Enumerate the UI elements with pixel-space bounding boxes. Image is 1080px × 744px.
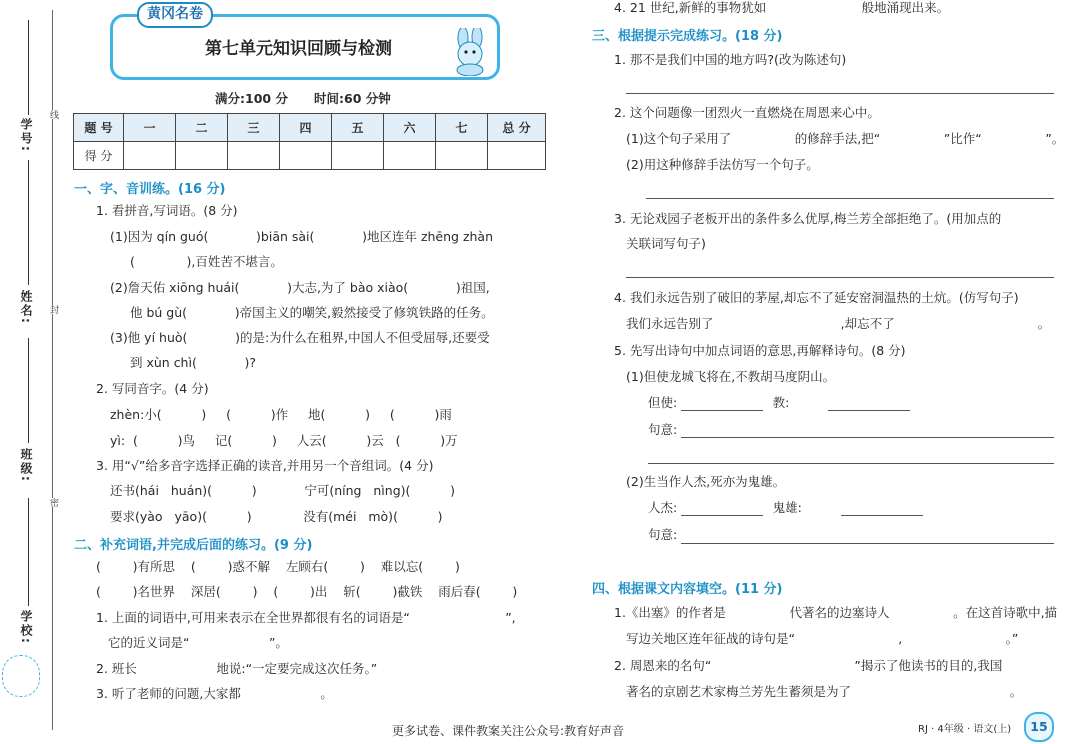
question-text: 1. 上面的词语中,可用来表示在全世界都很有名的词语是“ ”,	[96, 610, 516, 625]
answer-line	[681, 410, 763, 411]
name-blank	[28, 160, 29, 285]
question-text: 还书(hái huán)( ) 宁可(níng nìng)( )	[110, 483, 455, 498]
question-text: ( ),百姓苦不堪言。	[130, 254, 283, 269]
class-blank	[28, 338, 29, 443]
score-header-cell: 二	[176, 114, 228, 142]
section-3-title: 三、根据提示完成练习。(18 分)	[592, 29, 783, 44]
answer-line	[828, 410, 910, 411]
answer-line	[626, 93, 1054, 94]
question-text: 他 bú gù( )帝国主义的嘲笑,毅然接受了修筑铁路的任务。	[130, 305, 494, 320]
poem-line: (2)生当作人杰,死亦为鬼雄。	[626, 474, 786, 489]
page-number: 15	[1030, 719, 1048, 734]
score-header-cell: 三	[228, 114, 280, 142]
name-label: 姓名:	[19, 290, 33, 325]
answer-line	[648, 463, 1054, 464]
score-input-cell[interactable]	[124, 142, 176, 170]
question-text: yì: ( )鸟 记( ) 人云( )云 ( )万	[110, 433, 458, 448]
section-4-title: 四、根据课文内容填空。(11 分)	[592, 582, 783, 597]
score-input-cell[interactable]	[384, 142, 436, 170]
page-number-badge	[1024, 712, 1054, 742]
poem-line: (1)但使龙城飞将在,不教胡马度阴山。	[626, 369, 836, 384]
question-text: 2. 周恩来的名句“ ”揭示了他读书的目的,我国	[614, 658, 1003, 673]
answer-line	[681, 543, 1054, 544]
question-text: ( )有所思 ( )惑不解 左顾右( ) 难以忘( )	[96, 559, 460, 574]
answer-line	[681, 437, 1054, 438]
question-text: 3. 听了老师的问题,大家都 。	[96, 686, 333, 701]
student-number-blank	[28, 20, 29, 115]
score-header-cell: 总 分	[488, 114, 546, 142]
score-input-cell[interactable]	[176, 142, 228, 170]
question-text: 人杰: 鬼雄:	[648, 500, 802, 515]
school-label: 学校:	[19, 610, 33, 645]
class-label: 班级:	[19, 448, 33, 483]
section-1-title: 一、字、音训练。(16 分)	[74, 182, 226, 197]
question-text: 4. 21 世纪,新鲜的事物犹如 般地涌现出来。	[614, 0, 950, 15]
edition-label: RJ · 4年级 · 语文(上)	[918, 724, 1012, 735]
score-header-cell: 一	[124, 114, 176, 142]
binding-mark-line: 线	[48, 110, 58, 119]
question-text: 著名的京剧艺术家梅兰芳先生蓄须是为了 。	[626, 684, 1023, 699]
score-table	[73, 113, 546, 170]
score-input-cell[interactable]	[280, 142, 332, 170]
question-text: 我们永远告别了 ,却忘不了 。	[626, 316, 1051, 331]
question-text: (2)用这种修辞手法仿写一个句子。	[626, 157, 819, 172]
question-text: 3. 无论戏园子老板开出的条件多么优厚,梅兰芳全部拒绝了。(用加点的	[614, 211, 1002, 226]
question-text: 它的近义词是“ ”。	[108, 635, 288, 650]
question-text: 2. 班长 地说:“一定要完成这次任务。”	[96, 661, 378, 676]
exam-meta: 满分:100 分 时间:60 分钟	[215, 91, 391, 106]
page-title: 第七单元知识回顾与检测	[205, 39, 392, 59]
binding-mark-secret: 密	[48, 498, 58, 507]
brand-logo: 黄冈名卷	[137, 2, 213, 28]
score-header-cell: 四	[280, 114, 332, 142]
question-text: 2. 这个问题像一团烈火一直燃烧在周恩来心中。	[614, 105, 880, 120]
question-text: 句意:	[648, 422, 678, 437]
binding-mark-seal: 封	[48, 305, 58, 314]
question-text: zhèn:小( ) ( )作 地( ) ( )雨	[110, 407, 452, 422]
student-number-label: 学号:	[19, 118, 33, 153]
question-text: 4. 我们永远告别了破旧的茅屋,却忘不了延安窑洞温热的土炕。(仿写句子)	[614, 290, 1019, 305]
score-input-cell[interactable]	[228, 142, 280, 170]
score-input-cell[interactable]	[436, 142, 488, 170]
footer-note: 更多试卷、课件教案关注公众号:教育好声音	[392, 724, 625, 738]
question-text: 2. 写同音字。(4 分)	[96, 381, 209, 396]
question-text: 5. 先写出诗句中加点词语的意思,再解释诗句。(8 分)	[614, 343, 906, 358]
score-header-cell: 五	[332, 114, 384, 142]
question-text: 1.《出塞》的作者是 代著名的边塞诗人 。在这首诗歌中,描	[614, 605, 1058, 620]
question-text: (2)詹天佑 xiōng huái( )大志,为了 bào xiào( )祖国,	[110, 280, 490, 295]
answer-line	[681, 515, 763, 516]
section-2-title: 二、补充词语,并完成后面的练习。(9 分)	[74, 538, 313, 553]
question-text: 3. 用“√”给多音字选择正确的读音,并用另一个音组词。(4 分)	[96, 458, 434, 473]
score-header-cell: 六	[384, 114, 436, 142]
question-text: (3)他 yí huò( )的是:为什么在租界,中国人不但受屈辱,还要受	[110, 330, 490, 345]
answer-line	[626, 277, 1054, 278]
score-input-cell[interactable]	[332, 142, 384, 170]
score-header-cell: 题 号	[74, 114, 124, 142]
question-text: 1. 那不是我们中国的地方吗?(改为陈述句)	[614, 52, 847, 67]
question-text: (1)因为 qín guó( )biān sài( )地区连年 zhēng zhàn	[110, 229, 494, 244]
answer-line	[841, 515, 923, 516]
question-text: ( )名世界 深居( ) ( )出 斩( )截铁 雨后春( )	[96, 584, 518, 599]
score-row-label: 得 分	[74, 142, 124, 170]
question-text: 关联词写句子)	[626, 236, 706, 251]
rabbit-mascot-icon	[445, 28, 497, 76]
score-input-cell[interactable]	[488, 142, 546, 170]
question-text: 到 xùn chì( )?	[130, 355, 257, 370]
corner-mascot-icon	[2, 655, 40, 697]
answer-line	[646, 198, 1054, 199]
question-text: (1)这个句子采用了 的修辞手法,把“ ”比作“ ”。	[626, 131, 1065, 146]
question-text: 写边关地区连年征战的诗句是“ , 。”	[626, 631, 1019, 646]
question-text: 1. 看拼音,写词语。(8 分)	[96, 203, 238, 218]
question-text: 但使: 教:	[648, 395, 790, 410]
score-header-cell: 七	[436, 114, 488, 142]
question-text: 要求(yào yāo)( ) 没有(méi mò)( )	[110, 509, 443, 524]
school-blank	[28, 498, 29, 606]
question-text: 句意:	[648, 527, 678, 542]
